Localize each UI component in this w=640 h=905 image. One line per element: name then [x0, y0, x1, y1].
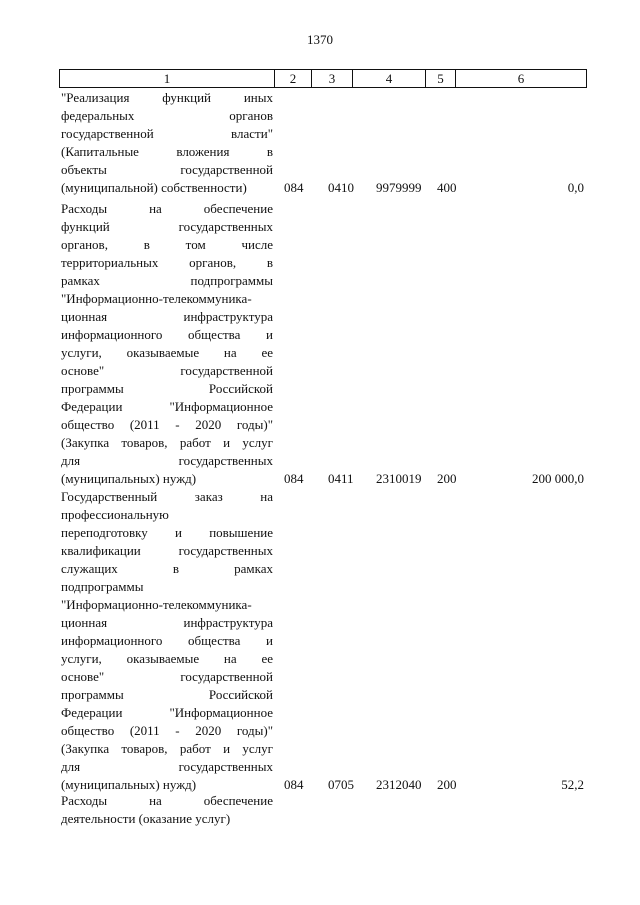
- description-line: квалификации государственных: [61, 543, 273, 558]
- header-col-5: 5: [426, 70, 456, 88]
- description-line: (Закупка товаров, работ и услуг: [61, 435, 273, 450]
- section-code: 0705: [328, 777, 354, 792]
- ministry-code: 084: [284, 471, 304, 486]
- page-number: 1370: [307, 32, 333, 47]
- description-line: объекты государственной: [61, 162, 273, 177]
- description-line: основе" государственной: [61, 363, 273, 378]
- expense-type-code: 400: [437, 180, 457, 195]
- header-col-2: 2: [275, 70, 312, 88]
- amount: 0,0: [567, 180, 584, 195]
- description-line: услуги, оказываемые на ее: [61, 651, 273, 666]
- description-line: (муниципальных) нужд): [61, 471, 197, 486]
- description-line: (Капитальные вложения в: [61, 144, 273, 159]
- description-line: программы Российской: [61, 381, 273, 396]
- header-col-3: 3: [312, 70, 353, 88]
- description-line: деятельности (оказание услуг): [61, 811, 231, 826]
- expense-type-code: 200: [437, 471, 457, 486]
- description-line: информационного общества и: [61, 633, 273, 648]
- ministry-code: 084: [284, 777, 304, 792]
- description-line: "Реализация функций иных: [61, 90, 273, 105]
- header-col-4: 4: [353, 70, 426, 88]
- description-line: для государственных: [61, 453, 273, 468]
- description-line: Расходы на обеспечение: [61, 793, 273, 808]
- target-article-code: 2312040: [376, 777, 422, 792]
- amount: 52,2: [561, 777, 584, 792]
- description-line: Государственный заказ на: [61, 489, 273, 504]
- description-line: "Информационно-телекоммуника-: [61, 597, 252, 612]
- description-line: информационного общества и: [61, 327, 273, 342]
- description-line: для государственных: [61, 759, 273, 774]
- description-line: программы Российской: [61, 687, 273, 702]
- row-description: [61, 792, 273, 828]
- row-description: [61, 488, 273, 794]
- description-line: ционная инфраструктура: [61, 309, 273, 324]
- description-line: территориальных органов, в: [61, 255, 273, 270]
- ministry-code: 084: [284, 180, 304, 195]
- amount: 200 000,0: [532, 471, 584, 486]
- description-line: Федерации "Информационное: [61, 399, 273, 414]
- description-line: органов, в том числе: [61, 237, 273, 252]
- row-description: [61, 200, 273, 488]
- description-line: услуги, оказываемые на ее: [61, 345, 273, 360]
- description-line: "Информационно-телекоммуника-: [61, 291, 252, 306]
- description-line: служащих в рамках: [61, 561, 273, 576]
- expense-type-code: 200: [437, 777, 457, 792]
- description-line: Расходы на обеспечение: [61, 201, 273, 216]
- description-line: подпрограммы: [61, 579, 144, 594]
- description-line: Федерации "Информационное: [61, 705, 273, 720]
- section-code: 0410: [328, 180, 354, 195]
- description-line: функций государственных: [61, 219, 273, 234]
- description-line: (муниципальной) собственности): [61, 180, 247, 195]
- header-col-1: 1: [60, 70, 275, 88]
- description-line: (Закупка товаров, работ и услуг: [61, 741, 273, 756]
- target-article-code: 2310019: [376, 471, 422, 486]
- description-line: рамках подпрограммы: [61, 273, 273, 288]
- section-code: 0411: [328, 471, 354, 486]
- description-line: (муниципальных) нужд): [61, 777, 197, 792]
- description-line: государственной власти": [61, 126, 273, 141]
- description-line: профессиональную: [61, 507, 169, 522]
- description-line: общество (2011 - 2020 годы)": [61, 417, 273, 432]
- description-line: общество (2011 - 2020 годы)": [61, 723, 273, 738]
- description-line: ционная инфраструктура: [61, 615, 273, 630]
- target-article-code: 9979999: [376, 180, 422, 195]
- column-number-header: [59, 69, 587, 88]
- header-col-6: 6: [456, 70, 587, 88]
- description-line: переподготовку и повышение: [61, 525, 273, 540]
- row-description: [61, 89, 273, 197]
- description-line: основе" государственной: [61, 669, 273, 684]
- description-line: федеральных органов: [61, 108, 273, 123]
- header-row: [60, 70, 587, 88]
